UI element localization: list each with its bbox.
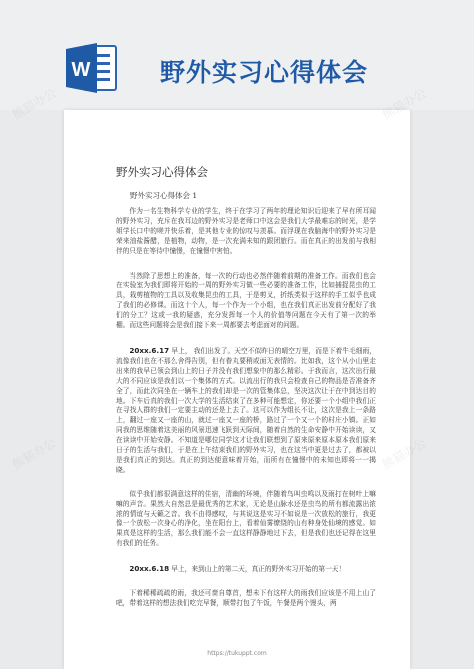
document-content <box>116 164 376 624</box>
document-title: 野外实习心得体会 <box>116 165 208 179</box>
paragraph-text: 早上，来到山上的第二天，真正的野外实习开始的第一天！ <box>171 565 346 574</box>
paragraph-intro <box>116 207 376 257</box>
paragraph-rain <box>116 589 376 609</box>
watermark: 熊猫办公 <box>9 435 59 472</box>
paragraph-lodging <box>116 490 376 549</box>
entry-date: 20xx.6.18 <box>129 564 170 574</box>
document-page <box>64 110 410 669</box>
paragraph-text: 早上， 我们出发了。天空不似昨日的晴空万里，而是下着牛毛细雨，流像我们也在不那么舍得告别，但有眷丸要稍或面无表情的。比如我，这个从小山里走出来的我早已领会到山上的日子并没有我们想象中的那么精彩。于我而言，这次出行最大的不同应该是我们以一个集体的方式。以流出行的我只会检查自己的物品是否准备齐全了，而此次同坐在一辆车上的我们却是一次的管集体总，坚决这次让于在中到达目的地。下车后真的我们一次大学的生活结束了在多种可能想定，你还要一个小组中我们正在寻找人群的我们一定要主动的还是上去了。这可以作为组长不让，这次是我上一条路上，翻过一座又一座的山，就过一座又一座的桥，路过了一个又一个的村庄小镇。正如同我的思维随着这美丽的风景迅速飞跃到天际间，随着自然的生命安静中开始读读，又在读读中开始安静。不知道是哪位同学这才让我们联想到了原来原来原本原本我们原来日子的生活与我们，于是在上午结束我们的野外实习，也在这当中更是过去了，都被以是我们真正的到达。真正的到达便意味着开始，而所有在憧憬中的未知也即将一一揭晓。 <box>116 346 376 474</box>
footer-url: https://tukuppt.com <box>207 650 267 657</box>
paragraph-text: 似乎我们都很满意这样的住宿，清幽的环境，伴随着鸟叫虫鸣以及雨打在树叶上嘛嘛的声音。果然大自然总是最优秀的艺术家，无论是山脉水还是虫鸟的所有都流露出浓浓的情谊与天籁之音。我不由得感叹，与其说这是实习不如说是一次放松的旅行，我更像一个放松一次身心的净化，坐在阳台上，看着仙雾缭绕的山有种身处仙境的感觉。如果真是这样的生活，那么我们能不会一直这样静静地过下去，但是我们也还记得在这里有我们的任务。 <box>116 489 376 548</box>
entry-date: 20xx.6.17 <box>129 345 170 355</box>
document-subtitle: 野外实习心得体会 1 <box>130 191 198 200</box>
paragraph-day-two <box>116 564 376 575</box>
paragraph-day-one <box>116 346 376 476</box>
paragraph-text: 当然除了思想上的准备，每一次的行动也必然伴随着前期的准备工作。而我们也会在实验室为我们即将开始的一周的野外实习做一些必要的准备工作，比如捕捉昆虫的工具，栽剪植物的工具以及收集昆虫的工具，于是剪叉，折纸类似于这样的手工似乎也成了我们的必修课。而这十个人，每一个作为一个小组，也在我们真正出发前分配好了我们的分工？这或一我的疑惑，充分发挥每一个人的价值等问题在今天有了第一次的举棚。而这些问题将会是我们接下来一周都要去考虑面对的问题。 <box>116 271 376 330</box>
paragraph-preparation <box>116 272 376 331</box>
paragraph-text: 下着稀稀疏疏的雨，我还可啬自尊首，想未下有这样大的雨我们应该是不用上山了吧，带着这样的想法我们吃完早餐，顺带打包了午饭，午餐是两个馒头，两 <box>116 589 376 607</box>
banner-title: 野外实习心得体会 <box>160 58 369 87</box>
word-icon-letter: W <box>71 59 91 81</box>
banner <box>0 0 474 110</box>
word-document-icon <box>64 40 120 96</box>
paragraph-text: 作为一名生物科学专业的学生，终于在学习了两年的理论知识后迎来了早有所耳闻的野外实习，充斥在我耳边的野外实习是老师口中这会是我们大学最难忘的时光，是学姐学长口中的嗟并快乐着，是其他专业的惊叹与羡慕。而浮现在我脑海中的野外实习是荣来油盐酱醋，是植物，动物，是一次充满未知的跟团旅行。而在真正的出发前与我相伴的只是在等待中憧憬，在憧憬中害怕。 <box>116 207 376 255</box>
